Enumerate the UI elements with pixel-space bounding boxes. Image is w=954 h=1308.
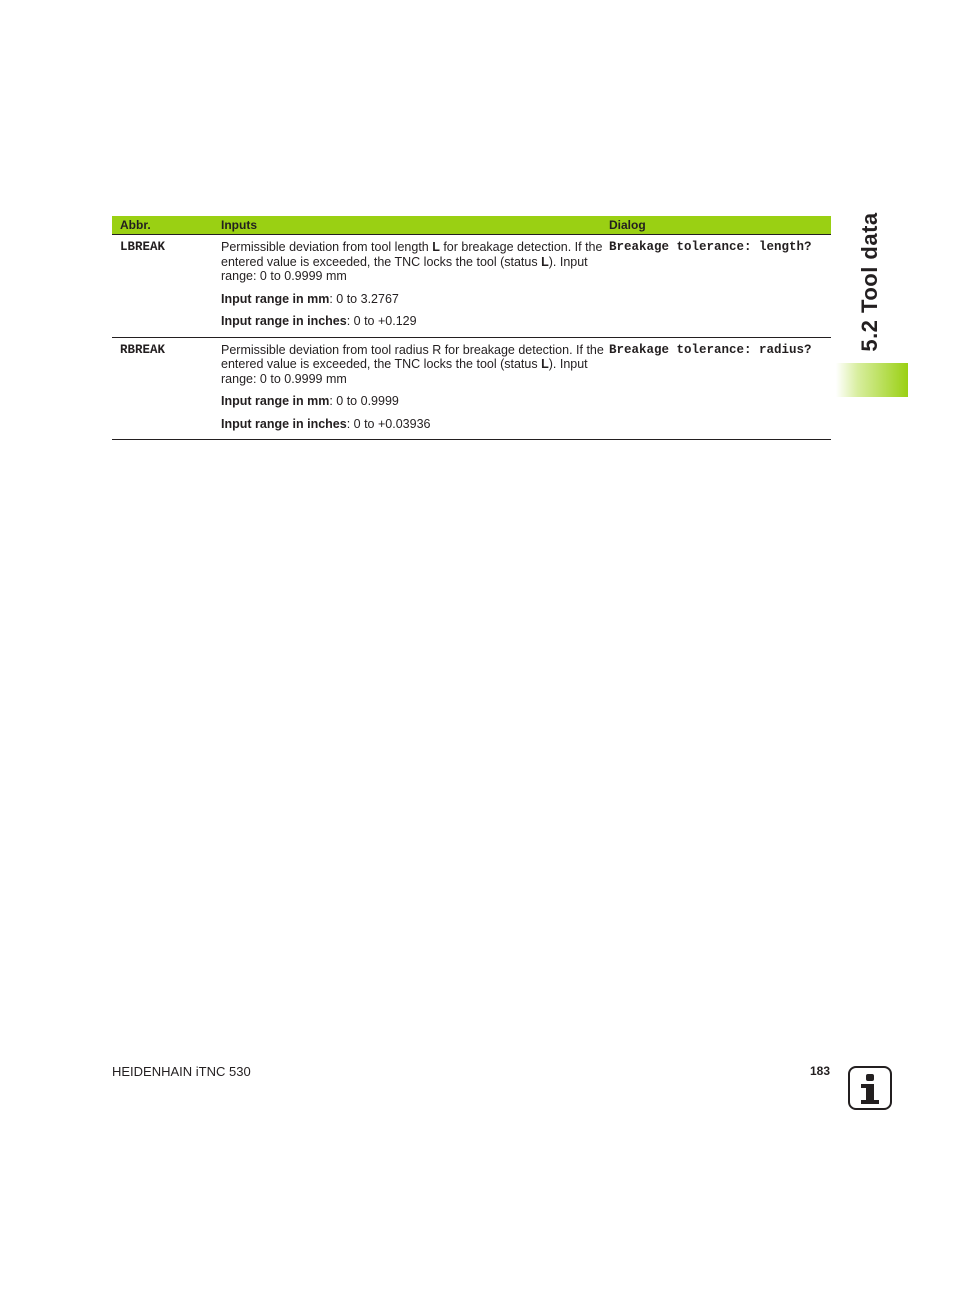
description: Permissible deviation from tool length L for breakage detection. If the entered value is exceeded, the TNC locks the tool (status L). Input range: 0 to 0.9999 mm <box>221 240 603 283</box>
footer-manual-title: HEIDENHAIN iTNC 530 <box>112 1064 251 1079</box>
range-inches: Input range in inches: 0 to +0.129 <box>221 314 417 328</box>
abbr-cell: RBREAK <box>112 337 221 440</box>
section-tab-marker <box>836 363 908 397</box>
abbr-cell: LBREAK <box>112 235 221 338</box>
header-dialog: Dialog <box>609 216 831 235</box>
range-inches: Input range in inches: 0 to +0.03936 <box>221 416 431 431</box>
section-title-text: 5.2 Tool data <box>857 212 882 352</box>
table-header-row <box>112 216 831 235</box>
range-mm: Input range in mm: 0 to 3.2767 <box>221 291 399 306</box>
dialog-cell: Breakage tolerance: length? <box>609 235 831 338</box>
range-mm: Input range in mm: 0 to 0.9999 <box>221 394 399 408</box>
section-title <box>826 210 914 360</box>
description: Permissible deviation from tool radius R for breakage detection. If the entered value is exceeded, the TNC locks the tool (status L). Input range: 0 to 0.9999 mm <box>221 342 604 386</box>
table-row <box>112 337 831 440</box>
table-row <box>112 235 831 338</box>
header-inputs: Inputs <box>221 216 609 235</box>
parameter-table <box>112 216 831 440</box>
info-icon <box>848 1066 892 1110</box>
inputs-cell <box>221 337 609 440</box>
inputs-cell <box>221 235 609 338</box>
dialog-cell: Breakage tolerance: radius? <box>609 337 831 440</box>
page-number: 183 <box>809 1064 830 1078</box>
header-abbr: Abbr. <box>112 216 221 235</box>
